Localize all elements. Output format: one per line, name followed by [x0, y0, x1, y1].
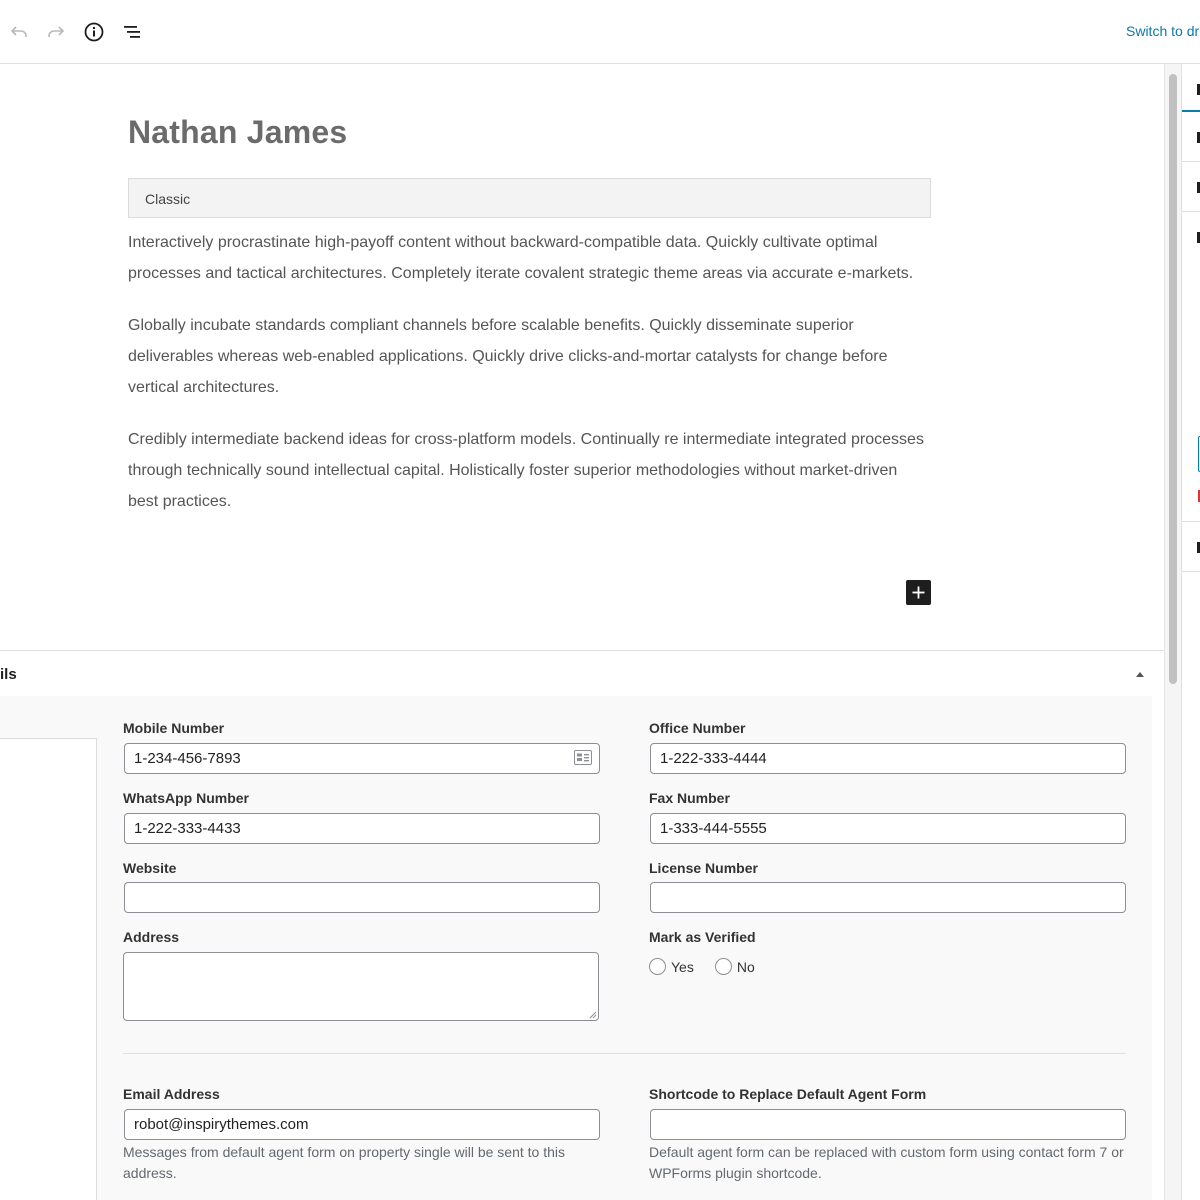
sidebar-panel-row[interactable] — [1182, 112, 1200, 162]
verified-yes-radio[interactable] — [649, 958, 666, 975]
metabox-title: ils — [0, 666, 17, 683]
paragraph[interactable]: Interactively procrastinate high-payoff content without backward-compatible data. Quickly cultivate optimal processes and tactical architectures. Completely iterate covalent strategic theme areas via accurate e-markets. — [128, 234, 914, 282]
verified-yes-label[interactable]: Yes — [671, 958, 694, 975]
verified-radio-group — [649, 958, 776, 975]
mobile-number-input[interactable] — [124, 743, 600, 774]
verified-no-label[interactable]: No — [736, 958, 755, 975]
fax-number-input[interactable] — [650, 813, 1126, 844]
settings-sidebar — [1181, 64, 1200, 1200]
sidebar-tab-active[interactable] — [1182, 64, 1200, 112]
metabox-tabs[interactable] — [0, 738, 97, 1200]
shortcode-label: Shortcode to Replace Default Agent Form — [649, 1086, 927, 1102]
editor-canvas — [0, 64, 1164, 650]
mobile-number-label: Mobile Number — [123, 720, 225, 736]
resize-handle-icon[interactable] — [589, 1011, 597, 1019]
classic-block-label: Classic — [145, 191, 191, 207]
add-block-button[interactable] — [906, 580, 931, 605]
website-label: Website — [123, 860, 177, 876]
plus-icon — [911, 585, 926, 600]
agent-details-metabox-header[interactable] — [0, 650, 1164, 696]
classic-block-toolbar[interactable] — [128, 178, 931, 218]
fax-number-label: Fax Number — [649, 790, 730, 806]
sidebar-panel-row[interactable] — [1182, 522, 1200, 572]
section-divider — [123, 1053, 1126, 1054]
shortcode-input[interactable] — [650, 1109, 1126, 1140]
scrollbar-thumb[interactable] — [1169, 74, 1177, 684]
info-icon[interactable] — [80, 18, 108, 46]
sidebar-panel-row[interactable] — [1182, 162, 1200, 212]
contact-card-icon[interactable] — [574, 750, 592, 765]
mark-verified-label: Mark as Verified — [649, 929, 756, 945]
post-title[interactable]: Nathan James — [128, 114, 348, 150]
post-content[interactable] — [128, 227, 928, 538]
paragraph[interactable]: Globally incubate standards compliant channels before scalable benefits. Quickly disseminate superior deliverables whereas web-enabled applications. Quickly drive clicks-and-mortar catalysts for change before vertical architectures. — [128, 317, 888, 396]
email-address-input[interactable] — [124, 1109, 600, 1140]
whatsapp-number-input[interactable] — [124, 813, 600, 844]
license-number-input[interactable] — [650, 882, 1126, 913]
address-textarea[interactable] — [123, 952, 599, 1021]
whatsapp-number-label: WhatsApp Number — [123, 790, 249, 806]
list-view-icon[interactable] — [118, 18, 146, 46]
scrollbar[interactable] — [1164, 64, 1181, 1200]
undo-icon[interactable] — [5, 18, 33, 46]
redo-icon[interactable] — [42, 18, 70, 46]
email-address-label: Email Address — [123, 1086, 220, 1102]
license-number-label: License Number — [649, 860, 758, 876]
paragraph[interactable]: Credibly intermediate backend ideas for cross-platform models. Continually re intermediate integrated processes through technically sound intellectual capital. Holistically foster superior methodologies without market-driven best practices. — [128, 431, 924, 510]
address-label: Address — [123, 929, 180, 945]
office-number-label: Office Number — [649, 720, 746, 736]
sidebar-panel-row[interactable] — [1182, 212, 1200, 522]
shortcode-help-text: Default agent form can be replaced with custom form using contact form 7 or WPForms plugin shortcode. — [649, 1144, 1124, 1181]
switch-to-draft-link[interactable]: Switch to dr — [1126, 23, 1200, 39]
email-help-text: Messages from default agent form on property single will be sent to this address. — [123, 1144, 565, 1181]
office-number-input[interactable] — [650, 743, 1126, 774]
website-input[interactable] — [124, 882, 600, 913]
triangle-up-icon[interactable] — [1134, 668, 1146, 680]
editor-toolbar — [0, 0, 1200, 64]
verified-no-radio[interactable] — [715, 958, 732, 975]
